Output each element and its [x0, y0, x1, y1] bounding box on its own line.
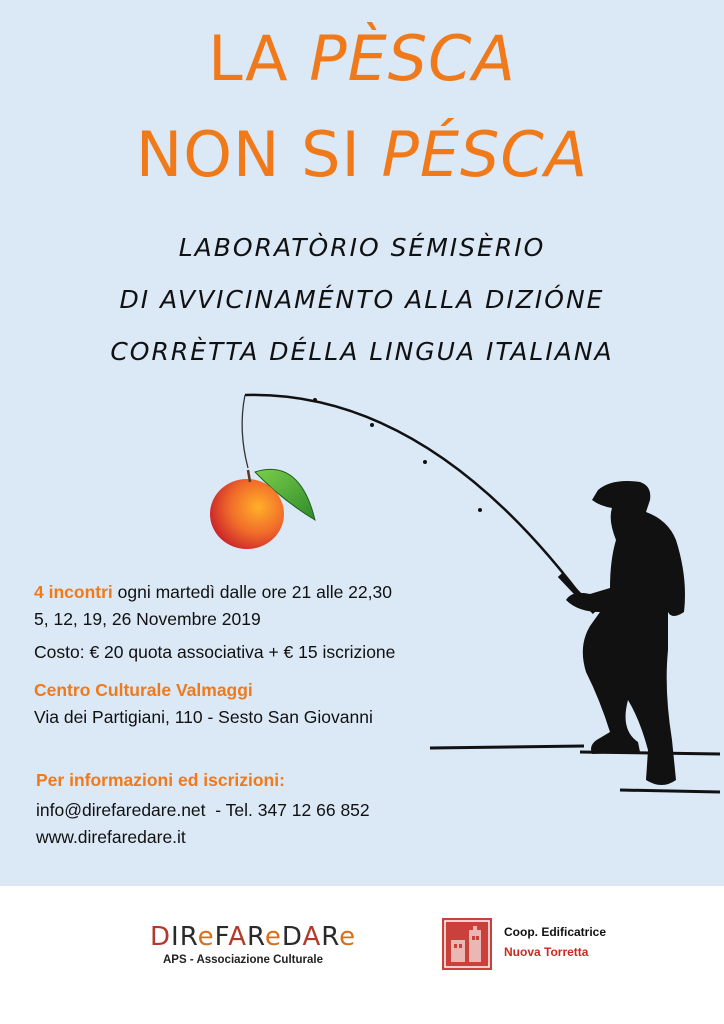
title-part: NON SI — [135, 118, 382, 191]
sessions-count: 4 incontri — [34, 582, 113, 602]
coop-name-line-2: Nuova Torretta — [504, 945, 589, 959]
subtitle-line-2: DI AVVICINAMÉNTO ALLA DIZIÓNE — [119, 285, 605, 314]
contact-heading: Per informazioni ed iscrizioni: — [36, 770, 285, 790]
title-part-italic: PÉSCA — [381, 118, 589, 191]
coop-name-line-1: Coop. Edificatrice — [504, 925, 607, 939]
venue-address: Via dei Partigiani, 110 - Sesto San Giovanni — [34, 707, 373, 727]
dates-line: 5, 12, 19, 26 Novembre 2019 — [34, 609, 261, 629]
fishing-line — [242, 395, 248, 468]
venue-name: Centro Culturale Valmaggi — [34, 680, 253, 700]
website-link[interactable]: www.direfaredare.it — [36, 827, 186, 847]
schedule-line — [34, 582, 392, 603]
shoreline — [430, 746, 720, 792]
building-icon — [442, 918, 492, 970]
logo-word: DIReFAReDARe — [150, 922, 357, 952]
subtitle-line-1: LABORATÒRIO SÉMISÈRIO — [178, 233, 546, 262]
title-part-italic: PÈSCA — [309, 22, 516, 95]
cost-line: Costo: € 20 quota associativa + € 15 iscrizione — [34, 642, 396, 662]
coop-logo — [442, 918, 702, 972]
title-part: LA — [208, 22, 310, 95]
peach-icon — [210, 479, 284, 549]
schedule-text: ogni martedì dalle ore 21 alle 22,30 — [112, 582, 392, 602]
subtitle-line-3: CORRÈTTA DÉLLA LINGUA ITALIANA — [110, 337, 614, 366]
contact-email-phone[interactable]: info@direfaredare.net - Tel. 347 12 66 852 — [36, 800, 370, 820]
fisherman-silhouette — [566, 481, 685, 785]
direfaredare-logo — [150, 922, 357, 966]
logo-subtitle: APS - Associazione Culturale — [163, 954, 323, 966]
